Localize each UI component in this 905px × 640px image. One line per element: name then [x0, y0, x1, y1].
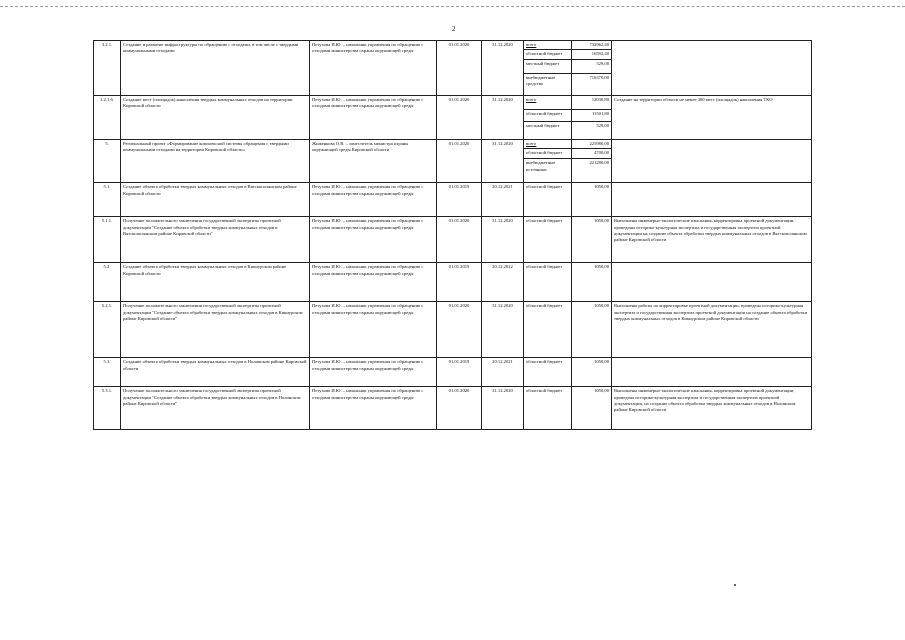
- expected-result: [612, 183, 812, 217]
- row-number: 5.1.: [94, 183, 121, 217]
- funding-source: областной бюджет: [524, 302, 572, 358]
- table-row: [94, 302, 812, 358]
- funding-source: областной бюджет: [524, 358, 572, 387]
- row-number: 5.2.: [94, 263, 121, 302]
- row-number: 3.2.1.: [94, 41, 121, 96]
- end-date: 31.12.2020: [482, 387, 524, 430]
- measure-name: Создание и развитие инфраструктуры по обращению с отходами, в том числе с твердыми коммунальными отходами: [121, 41, 310, 96]
- start-date: 01.01.2020: [437, 217, 482, 263]
- table-row: [94, 358, 812, 387]
- row-number: 5.2.1.: [94, 302, 121, 358]
- responsible-person: Жиженкова О.В. – заместитель министра охраны окружающей среды Кировской области: [310, 140, 437, 183]
- end-date: 20.12.2021: [482, 358, 524, 387]
- funding-source: внебюджетные средства: [524, 74, 572, 96]
- funding-source: областной бюджет: [524, 217, 572, 263]
- expected-result: [612, 358, 812, 387]
- funding-source: областной бюджет: [524, 263, 572, 302]
- funding-source: всего: [524, 140, 572, 149]
- table-row: [94, 387, 812, 430]
- row-number: 5.3.1.: [94, 387, 121, 430]
- measure-name: Создание объекта обработки твердых коммунальных отходов в Вятскополянском районе Кировской области: [121, 183, 310, 217]
- funding-amount: 1050,00: [572, 358, 612, 387]
- funding-amount: 1050,00: [572, 387, 612, 430]
- row-number: 3.2.1.6.: [94, 96, 121, 140]
- measure-name: Создание мест (площадок) накопления твердых коммунальных отходов на территории Кировской области: [121, 96, 310, 140]
- end-date: 31.12.2020: [482, 41, 524, 96]
- funding-amount: 12030,80: [572, 96, 612, 110]
- table-row: [94, 217, 812, 263]
- funding-amount: 529,00: [572, 122, 612, 140]
- end-date: 20.12.2022: [482, 263, 524, 302]
- end-date: 31.12.2020: [482, 217, 524, 263]
- funding-amount: 732962,40: [572, 41, 612, 50]
- funding-amount: 529,00: [572, 60, 612, 74]
- responsible-person: Петухова И.Ю. – начальник управления по обращению с отходами министерства охраны окружающей среды: [310, 41, 437, 96]
- funding-source: местный бюджет: [524, 122, 572, 140]
- row-number: 5.: [94, 140, 121, 183]
- plan-table: [93, 40, 812, 430]
- funding-amount: 1050,00: [572, 263, 612, 302]
- end-date: 31.12.2020: [482, 96, 524, 140]
- funding-source: областной бюджет: [524, 149, 572, 159]
- measure-name: Получение положительного заключения государственной экспертизы проектной документации "Создание объекта обработки твердых коммунальных отходов в Кикнурском районе Кировской области": [121, 302, 310, 358]
- table-row: [94, 41, 812, 50]
- end-date: 20.12.2021: [482, 183, 524, 217]
- start-date: 01.01.2020: [437, 96, 482, 140]
- measure-name: Региональный проект «Формирование комплексной системы обращения с твердыми коммунальными отходами на территории Кировской области»: [121, 140, 310, 183]
- measure-name: Получение положительного заключения государственной экспертизы проектной документации "Создание объекта обработки твердых коммунальных отходов в Нолинском районе Кировской области": [121, 387, 310, 430]
- funding-amount: 716370,00: [572, 74, 612, 96]
- start-date: 01.01.2020: [437, 302, 482, 358]
- expected-result: Выполнены инженерно-экологические изыскания, корректировка проектной документации, проведены историко-культурная экспертиза и государственная экспертиза проектной документации на создание объекта обработки твердых коммунальных отходов в Вятскополянском районе Кировской области: [612, 217, 812, 263]
- start-date: 01.01.2020: [437, 387, 482, 430]
- responsible-person: Петухова И.Ю. – начальник управления по обращению с отходами министерства охраны окружающей среды: [310, 263, 437, 302]
- expected-result: Выполнены работы по корректировке проектной документации, проведена историко-культурная экспертиза и государственная экспертиза проектной документации на создание объекта обработки твердых коммунальных отходов в Кикнурском районе Кировской области: [612, 302, 812, 358]
- responsible-person: Петухова И.Ю. – начальник управления по обращению с отходами министерства охраны окружающей среды: [310, 217, 437, 263]
- expected-result: Выполнены инженерно-экологические изыскания, корректировка проектной документации, проведена историко-культурная экспертиза и государственная экспертиза проектной документации, на создание объекта обработки твердых коммунальных отходов в Нолинском районе Кировской области: [612, 387, 812, 430]
- funding-source: внебюджетные источники: [524, 159, 572, 183]
- funding-source: областной бюджет: [524, 50, 572, 60]
- funding-source: местный бюджет: [524, 60, 572, 74]
- table-body: [94, 41, 812, 430]
- funding-amount: 1050,00: [572, 183, 612, 217]
- measure-name: Получение положительного заключения государственной экспертизы проектной документации "Создание объекта обработки твердых коммунальных отходов в Вятскополянском районе Кировской области": [121, 217, 310, 263]
- scan-speck: [734, 584, 736, 586]
- responsible-person: Петухова И.Ю. – начальник управления по обращению с отходами министерства охраны окружающей среды: [310, 302, 437, 358]
- table-row: [94, 96, 812, 110]
- responsible-person: Петухова И.Ю. – начальник управления по обращению с отходами министерства охраны окружающей среды: [310, 183, 437, 217]
- end-date: 31.12.2020: [482, 302, 524, 358]
- row-number: 5.3.: [94, 358, 121, 387]
- start-date: 01.01.2019: [437, 358, 482, 387]
- expected-result: [612, 140, 812, 183]
- responsible-person: Петухова И.Ю. – начальник управления по обращению с отходами министерства охраны окружающей среды: [310, 387, 437, 430]
- funding-source: всего: [524, 96, 572, 110]
- page-number: 2: [452, 25, 456, 33]
- funding-source: всего: [524, 41, 572, 50]
- expected-result: [612, 263, 812, 302]
- scan-top-edge-line: [0, 6, 905, 7]
- funding-amount: 221280,00: [572, 159, 612, 183]
- table-row: [94, 140, 812, 149]
- funding-source: областной бюджет: [524, 110, 572, 122]
- funding-source: областной бюджет: [524, 387, 572, 430]
- funding-amount: 1050,00: [572, 302, 612, 358]
- table-row: [94, 263, 812, 302]
- end-date: 31.12.2020: [482, 140, 524, 183]
- funding-amount: 11501,80: [572, 110, 612, 122]
- funding-source: областной бюджет: [524, 183, 572, 217]
- responsible-person: Петухова И.Ю. – начальник управления по обращению с отходами министерства охраны окружающей среды: [310, 96, 437, 140]
- expected-result: Создание на территории области не менее 300 мест (площадок) накопления ТКО: [612, 96, 812, 140]
- start-date: 01.01.2019: [437, 183, 482, 217]
- table-row: [94, 183, 812, 217]
- expected-result: [612, 41, 812, 96]
- funding-amount: 4700,00: [572, 149, 612, 159]
- measure-name: Создание объекта обработки твердых коммунальных отходов в Кикнурском районе Кировской области: [121, 263, 310, 302]
- start-date: 01.01.2020: [437, 41, 482, 96]
- responsible-person: Петухова И.Ю. – начальник управления по обращению с отходами министерства охраны окружающей среды: [310, 358, 437, 387]
- start-date: 01.01.2019: [437, 263, 482, 302]
- funding-amount: 225980,00: [572, 140, 612, 149]
- row-number: 5.1.1.: [94, 217, 121, 263]
- measure-name: Создание объекта обработки твердых коммунальных отходов в Нолинском районе Кировской области: [121, 358, 310, 387]
- funding-amount: 16592,40: [572, 50, 612, 60]
- funding-amount: 1050,00: [572, 217, 612, 263]
- start-date: 01.01.2020: [437, 140, 482, 183]
